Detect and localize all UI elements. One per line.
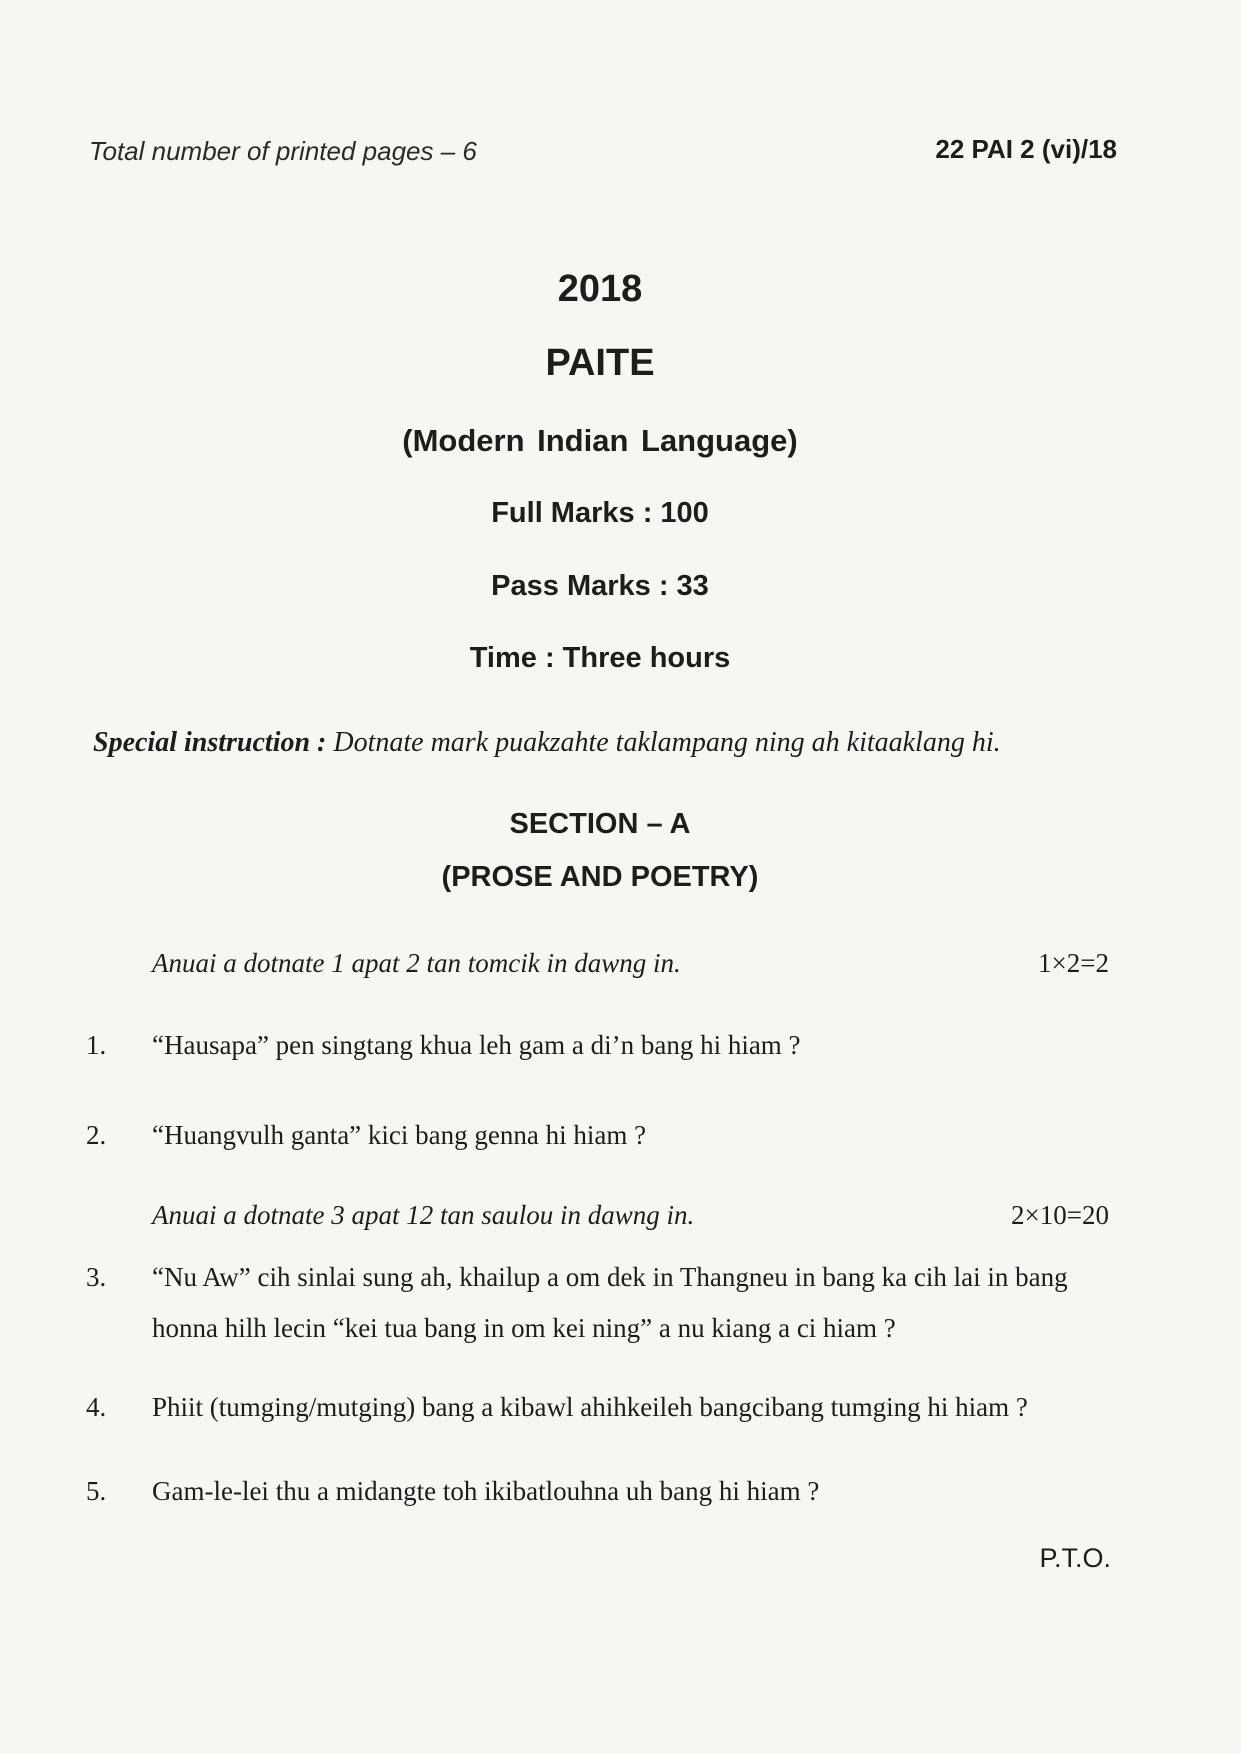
section-subheading: (PROSE AND POETRY) (441, 861, 759, 893)
paper-code: 22 PAI 2 (vi)/18 (935, 134, 1117, 164)
subject-subtitle: (Modern Indian Language) (402, 423, 798, 458)
subject-title: PAITE (545, 342, 655, 384)
instruction-text: Anuai a dotnate 3 apat 12 tan saulou in dawng in. (152, 1200, 695, 1230)
question-number: 4. (86, 1392, 107, 1422)
question-text-line: honna hilh lecin “kei tua bang in om kei ning” a nu kiang a ci hiam ? (152, 1313, 896, 1343)
instruction-marks: 2×10=20 (1011, 1200, 1109, 1230)
instruction-text: Anuai a dotnate 1 apat 2 tan tomcik in dawng in. (152, 948, 681, 978)
question-text: Gam-le-lei thu a midangte toh ikibatlouhna uh bang hi hiam ? (152, 1476, 820, 1506)
exam-year: 2018 (557, 268, 643, 310)
question-number: 1. (86, 1030, 107, 1060)
full-marks: Full Marks : 100 (491, 497, 709, 529)
question-text: Phiit (tumging/mutging) bang a kibawl ahihkeileh bangcibang tumging hi hiam ? (152, 1392, 1028, 1422)
question-text-line: “Nu Aw” cih sinlai sung ah, khailup a om dek in Thangneu in bang ka cih lai in bang (152, 1262, 1068, 1292)
question-number: 2. (86, 1120, 107, 1150)
pass-marks: Pass Marks : 33 (491, 570, 709, 602)
special-instruction-text: Dotnate mark puakzahte taklampang ning ah kitaaklang hi. (333, 727, 1001, 758)
question-text: “Huangvulh ganta” kici bang genna hi hiam ? (152, 1120, 647, 1150)
special-instruction-label: Special instruction : (93, 727, 327, 758)
special-instruction (93, 727, 1001, 759)
question-text: “Hausapa” pen singtang khua leh gam a di’n bang hi hiam ? (152, 1030, 801, 1060)
total-pages-note: Total number of printed pages – 6 (89, 136, 477, 166)
instruction-marks: 1×2=2 (1038, 948, 1109, 978)
question-number: 5. (86, 1476, 107, 1506)
pto-note: P.T.O. (1039, 1543, 1111, 1573)
section-heading: SECTION – A (509, 808, 691, 840)
exam-time: Time : Three hours (469, 642, 731, 674)
question-number: 3. (86, 1262, 107, 1292)
